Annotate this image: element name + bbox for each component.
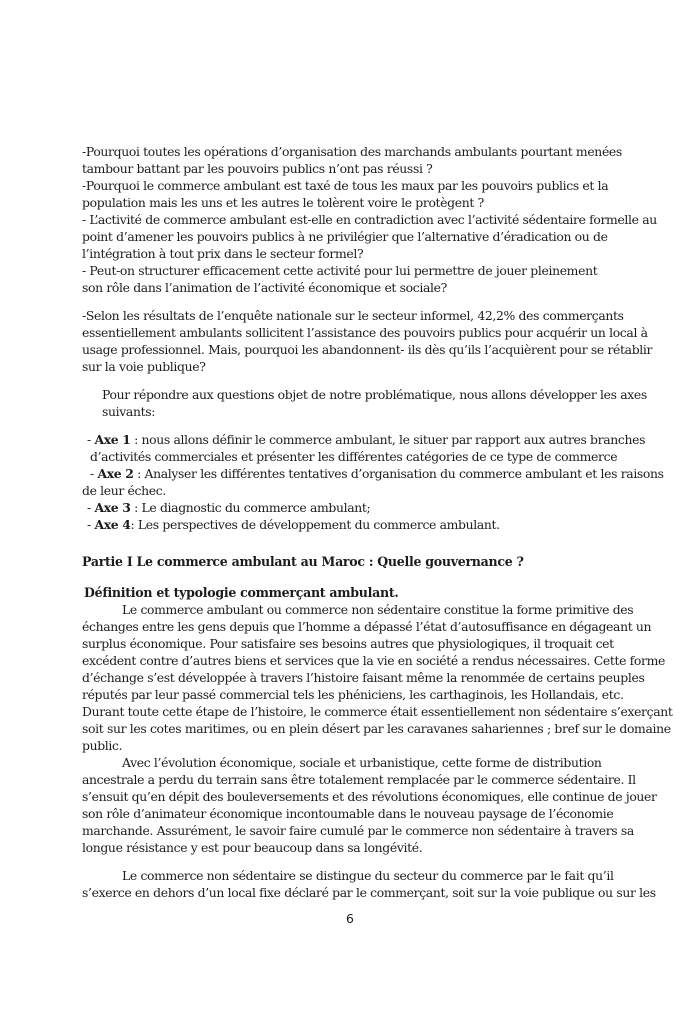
body-line: Le commerce ambulant ou commerce non sédentaire constitue la forme primitive des: [122, 602, 634, 617]
axis-label: Axe 2: [97, 466, 134, 481]
axis-prefix: -: [87, 500, 95, 515]
axis-prefix: -: [90, 466, 98, 481]
body-line: public.: [82, 738, 123, 753]
question-line: - Peut-on structurer efficacement cette activité pour lui permettre de jouer pleinement: [82, 263, 598, 278]
question-line: -Pourquoi toutes les opérations d’organisation des marchands ambulants pourtant menées: [82, 144, 622, 159]
axis-text: : Analyser les différentes tentatives d’organisation du commerce ambulant et les raisons: [133, 466, 664, 481]
body-line: Avec l’évolution économique, sociale et urbanistique, cette forme de distribution: [122, 755, 602, 770]
question-line: -Pourquoi le commerce ambulant est taxé de tous les maux par les pouvoirs publics et la: [82, 178, 609, 193]
body-line: Le commerce non sédentaire se distingue du secteur du commerce par le fait qu’il: [122, 868, 614, 883]
body-line: s’ensuit qu’en dépit des bouleversements et des révolutions économiques, elle continue de jouer: [82, 789, 657, 804]
axis-item-1: [87, 431, 645, 448]
axis-prefix: -: [87, 517, 95, 532]
survey-line: sur la voie publique?: [82, 359, 206, 374]
survey-line: essentiellement ambulants sollicitent l’assistance des pouvoirs publics pour acquérir un local à: [82, 325, 648, 340]
body-line: échanges entre les gens depuis que l’homme a dépassé l’état d’autosuffisance en dégageant un: [82, 619, 652, 634]
intro-axes-line: Pour répondre aux questions objet de notre problématique, nous allons développer les axes: [102, 387, 647, 402]
axis-item-2-continued: de leur échec.: [82, 483, 166, 498]
axis-prefix: -: [87, 432, 95, 447]
axis-text: : nous allons définir le commerce ambulant, le situer par rapport aux autres branches: [130, 432, 646, 447]
axis-text: : Le diagnostic du commerce ambulant;: [130, 500, 371, 515]
question-line: point d’amener les pouvoirs publics à ne privilégier que l’alternative d’éradication ou de: [82, 229, 608, 244]
question-line: population mais les uns et les autres le tolèrent voire le protègent ?: [82, 195, 484, 210]
body-line: d’échange s’est développée à travers l’histoire faisant même la renommée de certains peuples: [82, 670, 645, 685]
body-line: soit sur les cotes maritimes, ou en plein désert par les caravanes sahariennes ; bref sur le domaine: [82, 721, 671, 736]
body-line: son rôle d’animateur économique incontoumable dans le nouveau paysage de l’économie: [82, 806, 614, 821]
page-number: 6: [346, 911, 354, 926]
axis-label: Axe 1: [94, 432, 131, 447]
body-line: Durant toute cette étape de l’histoire, le commerce était essentiellement non sédentaire s’exerçant: [82, 704, 673, 719]
axis-label: Axe 3: [94, 500, 131, 515]
body-line: marchande. Assurément, le savoir faire cumulé par le commerce non sédentaire à travers sa: [82, 823, 634, 838]
body-line: surplus économique. Pour satisfaire ses besoins autres que physiologiques, il troquait cet: [82, 636, 614, 651]
axis-item-2: [90, 465, 664, 482]
body-line: excédent contre d’autres biens et services que la vie en société a rendus nécessaires. Cette forme: [82, 653, 665, 668]
body-line: s’exerce en dehors d’un local fixe déclaré par le commerçant, soit sur la voie publique ou sur les: [82, 885, 656, 900]
question-line: - L’activité de commerce ambulant est-elle en contradiction avec l’activité sédentaire formelle au: [82, 212, 657, 227]
section-title: Définition et typologie commerçant ambulant.: [84, 585, 399, 600]
axis-label: Axe 4: [94, 517, 131, 532]
part-title: Partie I Le commerce ambulant au Maroc : Quelle gouvernance ?: [82, 554, 524, 569]
question-line: son rôle dans l’animation de l’activité économique et sociale?: [82, 280, 447, 295]
intro-axes-line: suivants:: [102, 404, 156, 419]
question-line: tambour battant par les pouvoirs publics n’ont pas réussi ?: [82, 161, 433, 176]
survey-line: usage professionnel. Mais, pourquoi les abandonnent- ils dès qu’ils l’acquièrent pour se rétablir: [82, 342, 653, 357]
axis-text: : Les perspectives de développement du commerce ambulant.: [130, 517, 500, 532]
axis-item-3: [87, 499, 370, 516]
survey-line: -Selon les résultats de l’enquête nationale sur le secteur informel, 42,2% des commerçants: [82, 308, 624, 323]
axis-item-4: [87, 516, 500, 533]
body-line: réputés par leur passé commercial tels les phéniciens, les carthaginois, les Hollandais, etc.: [82, 687, 624, 702]
body-line: ancestrale a perdu du terrain sans être totalement remplacée par le commerce sédentaire. Il: [82, 772, 636, 787]
question-line: l’intégration à tout prix dans le secteur formel?: [82, 246, 364, 261]
axis-item-1-continued: d’activités commerciales et présenter les différentes catégories de ce type de commerce: [90, 449, 618, 464]
body-line: longue résistance y est pour beaucoup dans sa longévité.: [82, 840, 423, 855]
